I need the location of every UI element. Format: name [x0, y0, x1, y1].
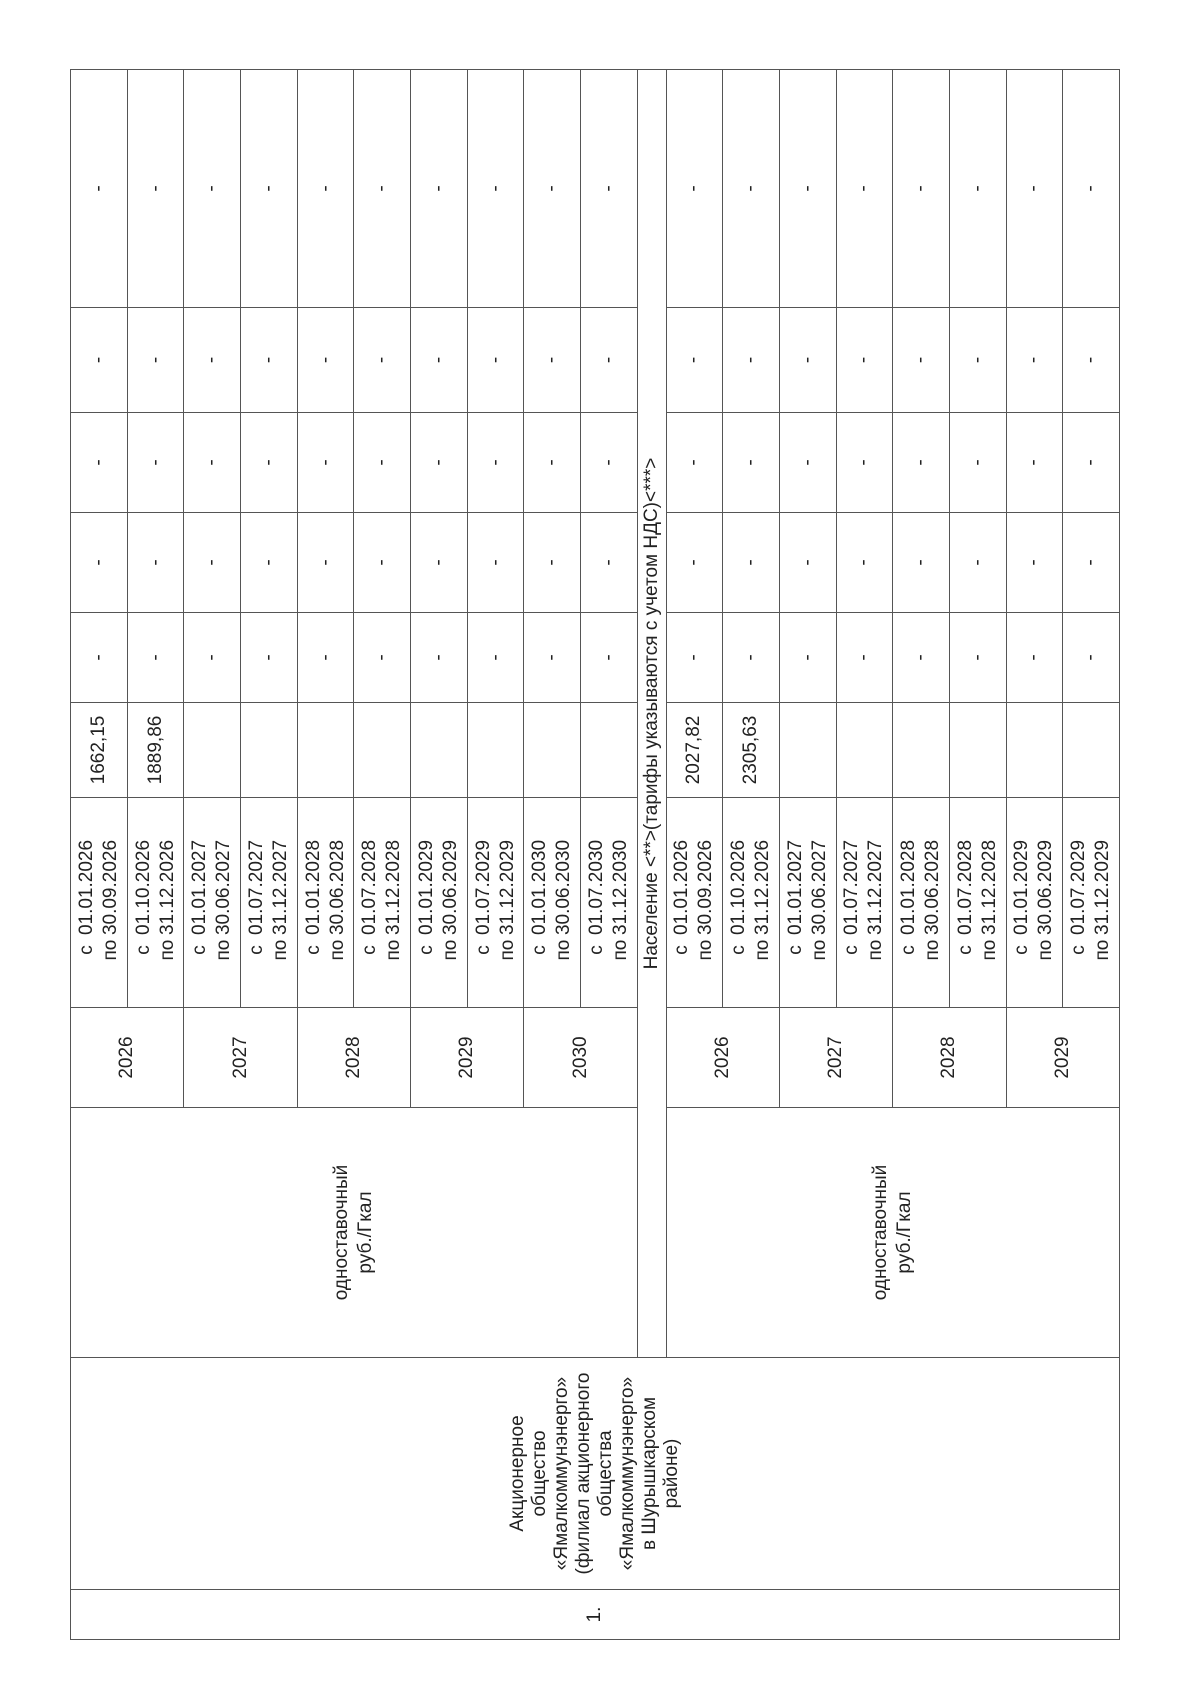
- period-to-date: 31.12.2029: [496, 839, 518, 936]
- period-to-prefix: по: [496, 939, 518, 961]
- year-cell: 2026: [666, 1008, 779, 1108]
- dash-cell: -: [184, 513, 241, 613]
- period-to: [99, 804, 123, 1001]
- period-from: [840, 804, 864, 1001]
- period-to-date: 30.06.2027: [213, 839, 235, 936]
- period-to: [978, 804, 1002, 1001]
- dash-cell: -: [411, 613, 468, 703]
- period-from-prefix: с: [585, 945, 607, 955]
- period-from: [1010, 804, 1034, 1001]
- period-cell: [893, 798, 950, 1008]
- period-to: [921, 804, 945, 1001]
- period-from: [727, 804, 751, 1001]
- period-from-date: 01.07.2028: [954, 839, 976, 936]
- dash-cell: -: [411, 70, 468, 308]
- period-to-date: 31.12.2026: [156, 839, 178, 936]
- dash-cell: -: [467, 70, 524, 308]
- dash-cell: -: [241, 413, 298, 513]
- dash-cell: -: [71, 413, 128, 513]
- dash-cell: -: [127, 613, 184, 703]
- period-to-date: 30.09.2026: [695, 839, 717, 936]
- period-from: [585, 804, 609, 1001]
- tariff-value-cell: [1063, 703, 1120, 798]
- period-to-prefix: по: [156, 939, 178, 961]
- dash-cell: -: [836, 413, 893, 513]
- organization-line: Акционерное: [507, 1415, 528, 1532]
- tariff-value-cell: [354, 703, 411, 798]
- tariff-value-cell: [411, 703, 468, 798]
- period-to-prefix: по: [865, 939, 887, 961]
- dash-cell: -: [1006, 413, 1063, 513]
- period-from: [415, 804, 439, 1001]
- period-from-date: 01.07.2029: [1068, 839, 1090, 936]
- period-to-prefix: по: [383, 939, 405, 961]
- period-from-date: 01.10.2026: [132, 839, 154, 936]
- period-to-date: 30.06.2028: [922, 839, 944, 936]
- period-cell: [666, 798, 723, 1008]
- period-to-date: 30.06.2029: [439, 839, 461, 936]
- period-from-prefix: с: [529, 945, 551, 955]
- period-from-date: 01.01.2029: [1011, 839, 1033, 936]
- dash-cell: -: [666, 308, 723, 413]
- period-to: [269, 804, 293, 1001]
- period-to: [156, 804, 180, 1001]
- period-to-date: 31.12.2028: [978, 839, 1000, 936]
- dash-cell: -: [1006, 513, 1063, 613]
- tariff-value-cell: [836, 703, 893, 798]
- period-to: [808, 804, 832, 1001]
- dash-cell: -: [411, 308, 468, 413]
- period-from: [358, 804, 382, 1001]
- dash-cell: -: [836, 613, 893, 703]
- period-from-prefix: с: [728, 945, 750, 955]
- tariff-value-cell: [1006, 703, 1063, 798]
- period-to-prefix: по: [1092, 939, 1114, 961]
- dash-cell: -: [723, 413, 780, 513]
- period-from-date: 01.01.2027: [189, 839, 211, 936]
- period-cell: [581, 798, 638, 1008]
- period-to-date: 30.06.2029: [1035, 839, 1057, 936]
- tariff-value-cell: [467, 703, 524, 798]
- dash-cell: -: [779, 413, 836, 513]
- period-from-date: 01.01.2029: [415, 839, 437, 936]
- dash-cell: -: [581, 413, 638, 513]
- dash-cell: -: [1006, 308, 1063, 413]
- period-from: [897, 804, 921, 1001]
- dash-cell: -: [241, 513, 298, 613]
- period-to-prefix: по: [99, 939, 121, 961]
- dash-cell: -: [723, 308, 780, 413]
- tariff-value-cell: 2027,82: [666, 703, 723, 798]
- period-cell: [1006, 798, 1063, 1008]
- period-from-date: 01.01.2028: [898, 839, 920, 936]
- organization-line: «Ямалкоммунэнерго»: [617, 1376, 638, 1571]
- period-from-date: 01.10.2026: [728, 839, 750, 936]
- period-from-prefix: с: [302, 945, 324, 955]
- period-from-date: 01.07.2028: [359, 839, 381, 936]
- year-cell: 2027: [184, 1008, 297, 1108]
- period-from-date: 01.07.2027: [245, 839, 267, 936]
- period-from-prefix: с: [245, 945, 267, 955]
- period-to-date: 31.12.2030: [609, 839, 631, 936]
- dash-cell: -: [524, 70, 581, 308]
- period-to-prefix: по: [922, 939, 944, 961]
- tariff-value-cell: [184, 703, 241, 798]
- period-to-date: 30.06.2028: [326, 839, 348, 936]
- period-to-date: 30.09.2026: [99, 839, 121, 936]
- period-from-prefix: с: [359, 945, 381, 955]
- tariff-value-cell: 1889,86: [127, 703, 184, 798]
- dash-cell: -: [184, 413, 241, 513]
- dash-cell: -: [779, 613, 836, 703]
- period-from: [132, 804, 156, 1001]
- period-to-prefix: по: [269, 939, 291, 961]
- dash-cell: -: [467, 513, 524, 613]
- period-to-prefix: по: [695, 939, 717, 961]
- period-to: [864, 804, 888, 1001]
- period-to-prefix: по: [808, 939, 830, 961]
- period-cell: [354, 798, 411, 1008]
- dash-cell: -: [723, 70, 780, 308]
- period-from: [528, 804, 552, 1001]
- period-from-prefix: с: [189, 945, 211, 955]
- dash-cell: -: [411, 513, 468, 613]
- row-number-cell: 1.: [71, 1590, 1120, 1640]
- period-from-date: 01.01.2026: [75, 839, 97, 936]
- period-to-date: 31.12.2029: [1092, 839, 1114, 936]
- tariff-value-cell: [893, 703, 950, 798]
- period-to: [382, 804, 406, 1001]
- organization-line: районе): [661, 1438, 682, 1509]
- dash-cell: -: [949, 308, 1006, 413]
- organization-line: «Ямалкоммунэнерго»: [551, 1376, 572, 1571]
- period-to-prefix: по: [213, 939, 235, 961]
- period-to: [751, 804, 775, 1001]
- period-from-date: 01.07.2027: [841, 839, 863, 936]
- dash-cell: -: [411, 413, 468, 513]
- dash-cell: -: [666, 413, 723, 513]
- dash-cell: -: [949, 613, 1006, 703]
- dash-cell: -: [184, 308, 241, 413]
- dash-cell: -: [723, 513, 780, 613]
- dash-cell: -: [893, 613, 950, 703]
- period-cell: [297, 798, 354, 1008]
- period-from-prefix: с: [841, 945, 863, 955]
- dash-cell: -: [1063, 70, 1120, 308]
- period-to: [212, 804, 236, 1001]
- dash-cell: -: [581, 513, 638, 613]
- dash-cell: -: [949, 413, 1006, 513]
- dash-cell: -: [184, 70, 241, 308]
- period-cell: [184, 798, 241, 1008]
- dash-cell: -: [1006, 613, 1063, 703]
- dash-cell: -: [836, 308, 893, 413]
- dash-cell: -: [241, 70, 298, 308]
- dash-cell: -: [354, 70, 411, 308]
- dash-cell: -: [127, 308, 184, 413]
- dash-cell: -: [297, 413, 354, 513]
- period-to: [1091, 804, 1115, 1001]
- tariff-type-cell: [666, 1108, 1119, 1358]
- period-from-date: 01.01.2028: [302, 839, 324, 936]
- period-cell: [241, 798, 298, 1008]
- period-to-prefix: по: [1035, 939, 1057, 961]
- dash-cell: -: [836, 70, 893, 308]
- period-cell: [949, 798, 1006, 1008]
- dash-cell: -: [581, 308, 638, 413]
- organization-line: общество: [529, 1430, 550, 1517]
- period-from: [784, 804, 808, 1001]
- period-from-prefix: с: [472, 945, 494, 955]
- dash-cell: -: [581, 613, 638, 703]
- organization-line: в Шурышкарском: [639, 1396, 660, 1551]
- dash-cell: -: [524, 413, 581, 513]
- dash-cell: -: [297, 70, 354, 308]
- dash-cell: -: [71, 513, 128, 613]
- period-from-prefix: с: [898, 945, 920, 955]
- tariff-value-cell: [524, 703, 581, 798]
- period-to-prefix: по: [326, 939, 348, 961]
- dash-cell: -: [1063, 513, 1120, 613]
- period-to-prefix: по: [752, 939, 774, 961]
- dash-cell: -: [71, 308, 128, 413]
- dash-cell: -: [666, 70, 723, 308]
- period-from: [245, 804, 269, 1001]
- organization-line: общества: [595, 1430, 616, 1517]
- period-cell: [411, 798, 468, 1008]
- dash-cell: -: [1006, 70, 1063, 308]
- period-from-date: 01.01.2027: [784, 839, 806, 936]
- tariff-type-line: одноставочный: [330, 1164, 352, 1301]
- table-row: [71, 70, 128, 1640]
- dash-cell: -: [354, 413, 411, 513]
- period-to-prefix: по: [439, 939, 461, 961]
- dash-cell: -: [779, 308, 836, 413]
- period-from-date: 01.01.2026: [671, 839, 693, 936]
- dash-cell: -: [949, 513, 1006, 613]
- tariff-value-cell: 1662,15: [71, 703, 128, 798]
- tariff-value-cell: [779, 703, 836, 798]
- period-from: [1067, 804, 1091, 1001]
- dash-cell: -: [1063, 413, 1120, 513]
- period-from: [188, 804, 212, 1001]
- dash-cell: -: [467, 613, 524, 703]
- period-cell: [71, 798, 128, 1008]
- dash-cell: -: [779, 70, 836, 308]
- dash-cell: -: [297, 513, 354, 613]
- period-from-prefix: с: [1011, 945, 1033, 955]
- year-cell: 2026: [71, 1008, 184, 1108]
- tariff-value-cell: [241, 703, 298, 798]
- tariff-value-cell: [949, 703, 1006, 798]
- dash-cell: -: [893, 413, 950, 513]
- tariff-type-line: руб./Гкал: [893, 1191, 915, 1274]
- dash-cell: -: [354, 308, 411, 413]
- dash-cell: -: [241, 308, 298, 413]
- section-header-cell: Население <**>(тарифы указываются с учетом НДС)<***>: [637, 70, 666, 1358]
- dash-cell: -: [467, 413, 524, 513]
- dash-cell: -: [893, 70, 950, 308]
- period-cell: [127, 798, 184, 1008]
- period-cell: [779, 798, 836, 1008]
- period-from-prefix: с: [415, 945, 437, 955]
- period-from-date: 01.01.2030: [529, 839, 551, 936]
- period-from-prefix: с: [1068, 945, 1090, 955]
- dash-cell: -: [127, 513, 184, 613]
- period-cell: [836, 798, 893, 1008]
- dash-cell: -: [893, 308, 950, 413]
- period-to-prefix: по: [609, 939, 631, 961]
- period-to: [1034, 804, 1058, 1001]
- dash-cell: -: [297, 308, 354, 413]
- tariff-type-line: руб./Гкал: [354, 1191, 376, 1274]
- period-cell: [723, 798, 780, 1008]
- period-to: [326, 804, 350, 1001]
- period-to: [609, 804, 633, 1001]
- period-to-date: 31.12.2026: [752, 839, 774, 936]
- period-to: [694, 804, 718, 1001]
- period-to-date: 30.06.2030: [553, 839, 575, 936]
- tariff-value-cell: 2305,63: [723, 703, 780, 798]
- dash-cell: -: [723, 613, 780, 703]
- dash-cell: -: [241, 613, 298, 703]
- period-to-date: 31.12.2027: [269, 839, 291, 936]
- dash-cell: -: [949, 70, 1006, 308]
- period-to-prefix: по: [978, 939, 1000, 961]
- dash-cell: -: [127, 413, 184, 513]
- period-from-prefix: с: [671, 945, 693, 955]
- dash-cell: -: [354, 513, 411, 613]
- tariff-value-cell: [297, 703, 354, 798]
- period-from-prefix: с: [784, 945, 806, 955]
- period-from: [75, 804, 99, 1001]
- period-to-date: 30.06.2027: [808, 839, 830, 936]
- period-to: [439, 804, 463, 1001]
- dash-cell: -: [524, 613, 581, 703]
- tariff-table-body: [71, 70, 1120, 1640]
- dash-cell: -: [71, 613, 128, 703]
- dash-cell: -: [581, 70, 638, 308]
- period-cell: [1063, 798, 1120, 1008]
- period-from-date: 01.07.2030: [585, 839, 607, 936]
- tariff-value-cell: [581, 703, 638, 798]
- year-cell: 2027: [779, 1008, 892, 1108]
- period-from-date: 01.07.2029: [472, 839, 494, 936]
- dash-cell: -: [524, 513, 581, 613]
- organization-line: (филиал акционерного: [573, 1372, 594, 1575]
- period-from-prefix: с: [954, 945, 976, 955]
- period-cell: [524, 798, 581, 1008]
- period-from: [302, 804, 326, 1001]
- year-cell: 2029: [411, 1008, 524, 1108]
- dash-cell: -: [354, 613, 411, 703]
- period-to-prefix: по: [553, 939, 575, 961]
- dash-cell: -: [666, 513, 723, 613]
- tariff-table: [70, 69, 1120, 1640]
- dash-cell: -: [297, 613, 354, 703]
- dash-cell: -: [666, 613, 723, 703]
- period-from: [954, 804, 978, 1001]
- dash-cell: -: [1063, 308, 1120, 413]
- period-from-prefix: с: [75, 945, 97, 955]
- period-cell: [467, 798, 524, 1008]
- year-cell: 2028: [893, 1008, 1006, 1108]
- year-cell: 2028: [297, 1008, 410, 1108]
- dash-cell: -: [893, 513, 950, 613]
- dash-cell: -: [1063, 613, 1120, 703]
- dash-cell: -: [467, 308, 524, 413]
- rotated-table-container: [70, 70, 1120, 1640]
- dash-cell: -: [779, 513, 836, 613]
- tariff-type-cell: [71, 1108, 638, 1358]
- year-cell: 2029: [1006, 1008, 1119, 1108]
- tariff-type-line: одноставочный: [869, 1164, 891, 1301]
- period-from: [670, 804, 694, 1001]
- organization-cell: [71, 1358, 1120, 1590]
- dash-cell: -: [127, 70, 184, 308]
- dash-cell: -: [71, 70, 128, 308]
- year-cell: 2030: [524, 1008, 637, 1108]
- period-from-prefix: с: [132, 945, 154, 955]
- period-to-date: 31.12.2027: [865, 839, 887, 936]
- period-to: [552, 804, 576, 1001]
- period-from: [472, 804, 496, 1001]
- dash-cell: -: [524, 308, 581, 413]
- dash-cell: -: [836, 513, 893, 613]
- period-to-date: 31.12.2028: [383, 839, 405, 936]
- dash-cell: -: [184, 613, 241, 703]
- period-to: [496, 804, 520, 1001]
